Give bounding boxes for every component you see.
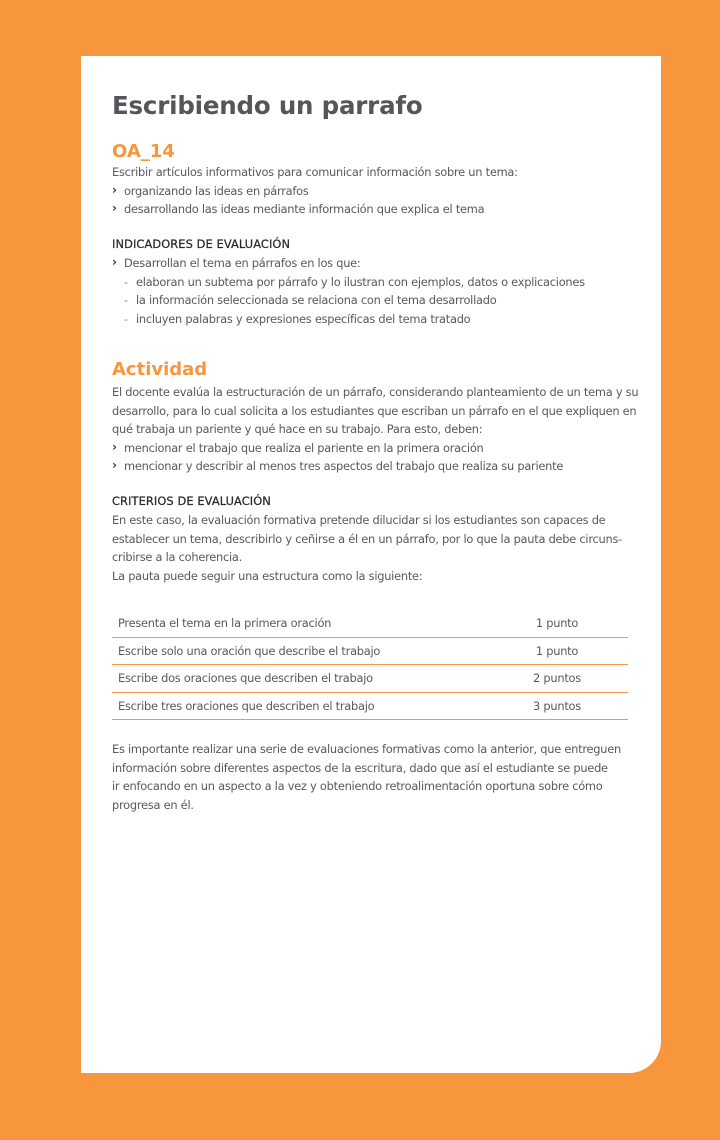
objective-intro: Escribir artículos informativos para comunicar información sobre un tema:: [112, 165, 518, 179]
indicator-subitem: - incluyen palabras y expresiones específicas del tema tratado: [112, 310, 585, 329]
activity-bullet: › mencionar el trabajo que realiza el pariente en la primera oración: [112, 439, 638, 458]
activity-section: [112, 383, 638, 476]
indicator-subitem: - la información seleccionada se relaciona con el tema desarrollado: [112, 291, 585, 310]
rubric-row: [112, 666, 628, 693]
criteria-paragraph-line: cribirse a la coherencia.: [112, 550, 243, 564]
rubric-row: [112, 611, 628, 638]
closing-paragraph-line: progresa en él.: [112, 797, 194, 812]
rubric-row: [112, 639, 628, 666]
indicator-subitem: - elaboran un subtema por párrafo y lo ilustran con ejemplos, datos o explicaciones: [112, 273, 585, 292]
activity-paragraph-line: El docente evalúa la estructuración de un párrafo, considerando planteamiento de un tema y su: [112, 385, 639, 399]
objective-code: OA_14: [112, 141, 175, 162]
rubric-criterion: Escribe tres oraciones que describen el trabajo: [118, 698, 375, 713]
criteria-paragraph-line: establecer un tema, describirlo y ceñirse a él en un párrafo, por lo que la pauta debe circuns-: [112, 531, 623, 546]
activity-heading: Actividad: [112, 359, 208, 380]
criteria-section: [112, 511, 622, 585]
page-title: Escribiendo un parrafo: [112, 91, 423, 120]
rubric-table: [112, 611, 628, 721]
indicators-heading: INDICADORES DE EVALUACIÓN: [112, 237, 291, 251]
criteria-heading: CRITERIOS DE EVALUACIÓN: [112, 494, 271, 508]
objective-section: [112, 163, 518, 219]
closing-paragraph-line: Es importante realizar una serie de evaluaciones formativas como la anterior, que entreguen: [112, 742, 621, 756]
rubric-points: 3 puntos: [533, 698, 581, 713]
rubric-criterion: Escribe dos oraciones que describen el trabajo: [118, 671, 373, 685]
activity-paragraph-line: qué trabaja un pariente y qué hace en su trabajo. Para esto, deben:: [112, 422, 483, 436]
rubric-points: 1 punto: [535, 643, 579, 658]
objective-bullet: › organizando las ideas en párrafos: [112, 182, 518, 201]
closing-paragraph-line: ir enfocando en un aspecto a la vez y obteniendo retroalimentación oportuna sobre cómo: [112, 779, 603, 793]
closing-section: [112, 740, 621, 814]
rubric-points: 2 puntos: [533, 671, 581, 685]
rubric-criterion: Escribe solo una oración que describe el trabajo: [118, 643, 381, 658]
rubric-points: 1 punto: [535, 616, 579, 630]
closing-paragraph-line: información sobre diferentes aspectos de la escritura, dado que así el estudiante se puede: [112, 760, 608, 775]
activity-paragraph-line: desarrollo, para lo cual solicita a los estudiantes que escriban un párrafo en el que expliquen en: [112, 403, 637, 418]
rubric-criterion: Presenta el tema en la primera oración: [118, 616, 332, 630]
rubric-row: [112, 694, 628, 721]
criteria-paragraph-line: En este caso, la evaluación formativa pretende dilucidar si los estudiantes son capaces de: [112, 513, 606, 527]
page-card: [81, 56, 661, 1073]
indicators-section: [112, 254, 585, 328]
indicator-bullet: › Desarrollan el tema en párrafos en los que:: [112, 254, 585, 273]
activity-bullet: › mencionar y describir al menos tres aspectos del trabajo que realiza su pariente: [112, 457, 638, 476]
objective-bullet: › desarrollando las ideas mediante información que explica el tema: [112, 200, 518, 219]
criteria-paragraph-line: La pauta puede seguir una estructura como la siguiente:: [112, 568, 423, 583]
